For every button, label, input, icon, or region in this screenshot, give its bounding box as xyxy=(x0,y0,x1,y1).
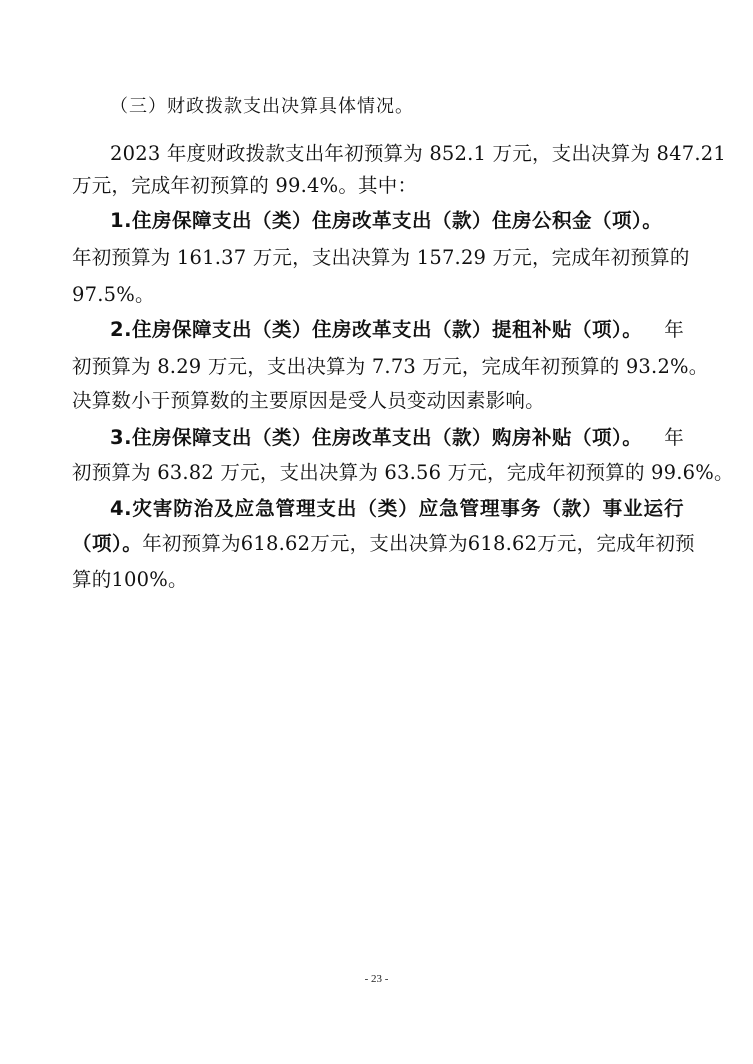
item-1-line-2: 97.5%。 xyxy=(72,283,155,306)
item-4-title-tail: （项）。 xyxy=(72,532,143,555)
item-3-title: 3.住房保障支出（类）住房改革支出（款）购房补贴（项）。 xyxy=(110,426,643,449)
summary-line-2: 万元，完成年初预算的 99.4%。其中： xyxy=(72,174,418,197)
item-4-body: 年初预算为618.62万元，支出决算为618.62万元，完成年初预 xyxy=(142,532,695,555)
item-1-title: 1.住房保障支出（类）住房改革支出（款）住房公积金（项）。 xyxy=(110,209,663,232)
page-number: - 23 - xyxy=(364,973,389,985)
item-2-title: 2.住房保障支出（类）住房改革支出（款）提租补贴（项）。 xyxy=(110,318,643,341)
item-2-title-line xyxy=(110,316,684,344)
item-1-line-1: 年初预算为 161.37 万元，支出决算为 157.29 万元，完成年初预算的 xyxy=(72,246,690,269)
item-2-line-1: 初预算为 8.29 万元，支出决算为 7.73 万元，完成年初预算的 93.2%。 xyxy=(72,355,709,378)
item-4-line-1 xyxy=(72,530,695,558)
item-4-title: 4.灾害防治及应急管理支出（类）应急管理事务（款）事业运行 xyxy=(110,497,684,520)
item-3-line-1: 初预算为 63.82 万元，支出决算为 63.56 万元，完成年初预算的 99.6%。 xyxy=(72,461,734,484)
summary-line-1: 2023 年度财政拨款支出年初预算为 852.1 万元，支出决算为 847.21 xyxy=(110,142,726,165)
section-heading: （三）财政拨款支出决算具体情况。 xyxy=(110,96,414,117)
item-4-line-2: 算的100%。 xyxy=(72,568,188,591)
item-2-title-tail: 年 xyxy=(664,318,684,341)
item-2-line-2: 决算数小于预算数的主要原因是受人员变动因素影响。 xyxy=(72,389,545,412)
item-3-title-tail: 年 xyxy=(664,426,684,449)
item-3-title-line xyxy=(110,424,684,452)
